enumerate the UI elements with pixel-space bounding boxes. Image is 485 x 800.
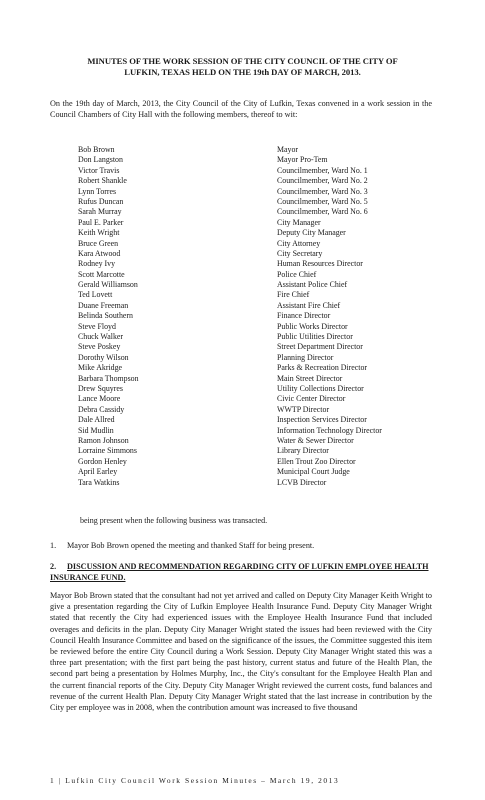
member-role: Planning Director bbox=[277, 352, 334, 362]
member-row bbox=[78, 374, 418, 384]
member-name: Ted Lovett bbox=[78, 290, 113, 300]
member-row bbox=[78, 426, 418, 436]
title-line-1: MINUTES OF THE WORK SESSION OF THE CITY COUNCIL OF THE CITY OF bbox=[87, 56, 398, 66]
member-name: Rodney Ivy bbox=[78, 259, 116, 269]
member-role: Councilmember, Ward No. 3 bbox=[277, 186, 368, 196]
member-role: Inspection Services Director bbox=[277, 415, 367, 425]
member-name: Gordon Henley bbox=[78, 456, 127, 466]
member-row bbox=[78, 239, 418, 249]
member-role: City Attorney bbox=[277, 238, 321, 248]
member-row bbox=[78, 446, 418, 456]
member-role: Street Department Director bbox=[277, 342, 363, 352]
member-name: Bob Brown bbox=[78, 145, 115, 154]
member-name: Sarah Murray bbox=[78, 207, 122, 217]
member-name: Chuck Walker bbox=[78, 332, 124, 342]
member-name: Kara Atwood bbox=[78, 248, 121, 258]
member-name: Paul E. Parker bbox=[78, 217, 124, 227]
member-name: Dale Allred bbox=[78, 415, 115, 425]
member-role: City Secretary bbox=[277, 248, 323, 258]
agenda-item-number: 2. bbox=[50, 562, 57, 571]
agenda-item-1 bbox=[50, 540, 432, 551]
member-row bbox=[78, 405, 418, 415]
member-row bbox=[78, 322, 418, 332]
member-name: Don Langston bbox=[78, 155, 123, 165]
member-name: Robert Shankle bbox=[78, 176, 127, 186]
member-row bbox=[78, 478, 418, 488]
member-row bbox=[78, 207, 418, 217]
member-name: Debra Cassidy bbox=[78, 404, 125, 414]
member-role: Deputy City Manager bbox=[277, 228, 346, 238]
member-row bbox=[78, 280, 418, 290]
member-role: Information Technology Director bbox=[277, 425, 382, 435]
member-role: Assistant Police Chief bbox=[277, 280, 348, 290]
page-footer: 1 | Lufkin City Council Work Session Minutes – March 19, 2013 bbox=[50, 776, 340, 785]
member-name: Tara Watkins bbox=[78, 477, 120, 487]
member-name: Sid Mudlin bbox=[78, 425, 114, 435]
title-line-2: LUFKIN, TEXAS HELD ON THE 19th DAY OF MARCH, 2013. bbox=[124, 67, 361, 77]
agenda-item-text: Mayor Bob Brown opened the meeting and thanked Staff for being present. bbox=[67, 541, 315, 550]
member-row bbox=[78, 228, 418, 238]
member-row bbox=[78, 436, 418, 446]
member-name: Bruce Green bbox=[78, 238, 119, 248]
member-row bbox=[78, 155, 418, 165]
member-name: Drew Squyres bbox=[78, 383, 123, 393]
member-name: Rufus Duncan bbox=[78, 196, 124, 206]
member-name: Barbara Thompson bbox=[78, 373, 139, 383]
members-list bbox=[78, 145, 418, 488]
member-row bbox=[78, 384, 418, 394]
member-role: Finance Director bbox=[277, 311, 331, 321]
intro-paragraph: On the 19th day of March, 2013, the City Council of the City of Lufkin, Texas convened in a work session in the Council Chambers of City Hall with the following members, thereof to wit: bbox=[50, 99, 432, 120]
member-name: Lance Moore bbox=[78, 394, 121, 404]
member-name: April Earley bbox=[78, 467, 118, 477]
member-role: Utility Collections Director bbox=[277, 383, 364, 393]
member-row bbox=[78, 467, 418, 477]
member-role: Councilmember, Ward No. 2 bbox=[277, 176, 368, 186]
member-row bbox=[78, 311, 418, 321]
body-paragraph: Mayor Bob Brown stated that the consultant had not yet arrived and called on Deputy City Manager Keith Wright to give a presentation regarding the City of Lufkin Employee Health Insurance Fund. Deputy City Manager Wright stated that recently the City had experienced issues with the Employee Health Insurance Fund that included overages and deficits in the plan. Deputy City Manager Wright stated the issues had been reviewed with the City Council Health Insurance Committee and based on the significance of the issues, the Committee suggested this item be reviewed before the entire City Council during a Work Session. Deputy City Manager Wright stated this was a three part presentation; with the first part being the past history, current status and future of the Health Plan, the second part being a presentation by Holmes Murphy, Inc., the City's consultant for the Employee Health Plan and the current financial reports of the City. Deputy City Manager Wright reviewed the current costs, fund balances and revenue of the current Health Plan. Deputy City Manager Wright stated that the last increase in contribution by the City per employee was in 2008, when the contribution amount was increased to five thousand bbox=[50, 591, 432, 713]
member-role: Councilmember, Ward No. 6 bbox=[277, 207, 368, 217]
member-row bbox=[78, 259, 418, 269]
member-row bbox=[78, 197, 418, 207]
member-row bbox=[78, 270, 418, 280]
agenda-item-number: 1. bbox=[50, 541, 57, 550]
member-row bbox=[78, 166, 418, 176]
member-row bbox=[78, 187, 418, 197]
member-name: Scott Marcotte bbox=[78, 269, 125, 279]
member-row bbox=[78, 394, 418, 404]
member-name: Gerald Williamson bbox=[78, 280, 138, 290]
member-role: Police Chief bbox=[277, 269, 317, 279]
member-row bbox=[78, 415, 418, 425]
member-row bbox=[78, 218, 418, 228]
member-role: Councilmember, Ward No. 5 bbox=[277, 196, 368, 206]
member-role: City Manager bbox=[277, 217, 321, 227]
member-role: Ellen Trout Zoo Director bbox=[277, 456, 356, 466]
member-role: Civic Center Director bbox=[277, 394, 346, 404]
agenda-item-2 bbox=[50, 561, 432, 583]
member-row bbox=[78, 363, 418, 373]
member-name: Dorothy Wilson bbox=[78, 352, 129, 362]
member-role: Library Director bbox=[277, 446, 329, 456]
member-row bbox=[78, 301, 418, 311]
member-row bbox=[78, 290, 418, 300]
member-name: Duane Freeman bbox=[78, 300, 129, 310]
member-name: Steve Poskey bbox=[78, 342, 121, 352]
member-role: LCVB Director bbox=[277, 477, 327, 487]
member-role: Water & Sewer Director bbox=[277, 435, 354, 445]
member-role: Human Resources Director bbox=[277, 259, 363, 269]
member-role: Fire Chief bbox=[277, 290, 310, 300]
member-row bbox=[78, 353, 418, 363]
member-name: Belinda Southern bbox=[78, 311, 134, 321]
closing-line: being present when the following business was transacted. bbox=[80, 516, 268, 525]
member-role: Municipal Court Judge bbox=[277, 467, 350, 477]
member-role: Main Street Director bbox=[277, 373, 343, 383]
member-role: WWTP Director bbox=[277, 404, 330, 414]
member-role: Assistant Fire Chief bbox=[277, 300, 341, 310]
member-role: Mayor bbox=[277, 145, 299, 154]
member-row bbox=[78, 249, 418, 259]
agenda-item-heading: DISCUSSION AND RECOMMENDATION REGARDING CITY OF LUFKIN EMPLOYEE HEALTH INSURANCE FUND. bbox=[50, 562, 429, 582]
member-name: Victor Travis bbox=[78, 165, 120, 175]
member-row bbox=[78, 342, 418, 352]
member-name: Keith Wright bbox=[78, 228, 120, 238]
member-row bbox=[78, 332, 418, 342]
member-role: Public Utilities Director bbox=[277, 332, 353, 342]
member-name: Lorraine Simmons bbox=[78, 446, 137, 456]
member-role: Councilmember, Ward No. 1 bbox=[277, 165, 368, 175]
member-name: Lynn Torres bbox=[78, 186, 117, 196]
member-row bbox=[78, 145, 418, 155]
member-row bbox=[78, 457, 418, 467]
member-row bbox=[78, 176, 418, 186]
member-role: Mayor Pro-Tem bbox=[277, 155, 328, 165]
member-name: Ramon Johnson bbox=[78, 435, 129, 445]
document-title bbox=[40, 56, 445, 78]
member-name: Mike Akridge bbox=[78, 363, 123, 373]
member-role: Public Works Director bbox=[277, 321, 348, 331]
member-role: Parks & Recreation Director bbox=[277, 363, 368, 373]
member-name: Steve Floyd bbox=[78, 321, 116, 331]
